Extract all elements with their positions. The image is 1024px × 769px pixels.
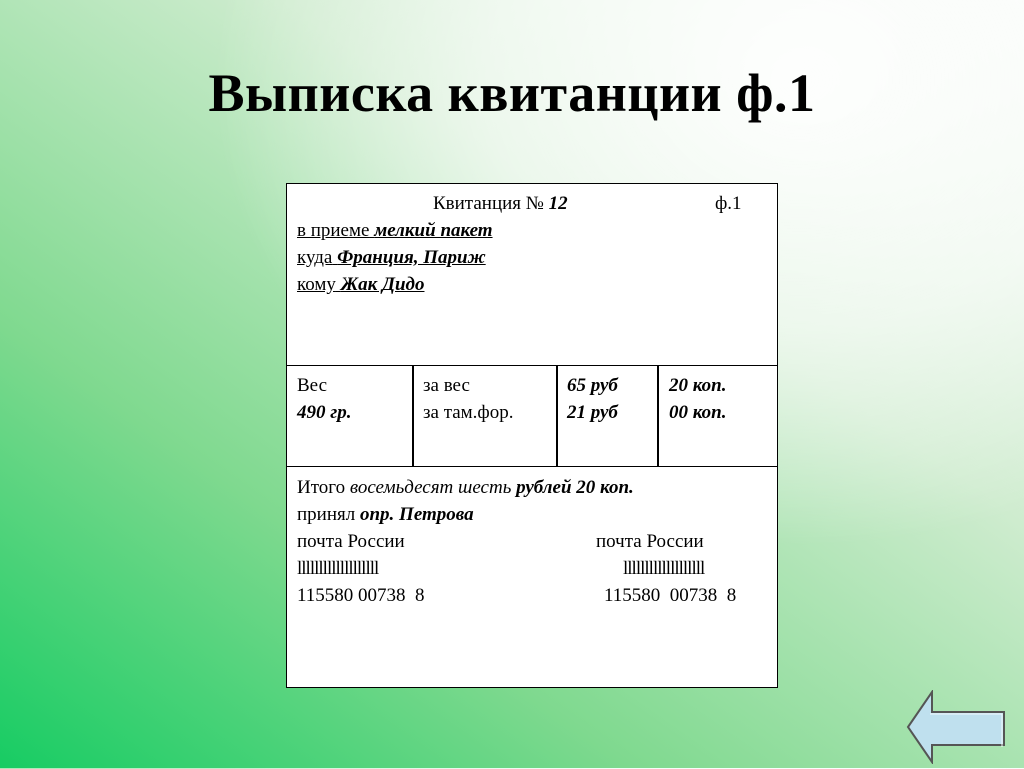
weight-label: Вес: [297, 375, 328, 396]
accepted-by-line: [297, 501, 474, 528]
tracking-code-right: 115580 00738 8: [604, 585, 737, 606]
receipt-number: 12: [548, 193, 568, 214]
fees-divider: [412, 366, 414, 466]
barcode-left: lllllllllllllllllll: [297, 558, 379, 579]
accepted-item-label: в приеме: [297, 220, 370, 241]
fee-weight-label: за вес: [423, 375, 470, 396]
fee-customs-rub: 21 руб: [567, 402, 618, 423]
post-label-left: почта России: [297, 531, 405, 552]
accepted-item-value: мелкий пакет: [374, 220, 493, 241]
barcode-right: lllllllllllllllllll: [623, 558, 705, 579]
post-label-right: почта России: [596, 531, 704, 552]
destination-label: куда: [297, 247, 333, 268]
receipt-header-section: [287, 184, 777, 366]
total-section: [287, 467, 777, 687]
destination-value: Франция, Париж: [337, 247, 486, 268]
total-rest: рублей 20 коп.: [516, 477, 634, 498]
destination-line: [297, 244, 486, 271]
tracking-code-left: 115580 00738 8: [297, 585, 425, 606]
receipt-form-code: ф.1: [715, 193, 742, 214]
fees-divider: [556, 366, 558, 466]
left-arrow-icon[interactable]: [906, 690, 1006, 764]
fee-weight-rub: 65 руб: [567, 375, 618, 396]
accepted-by-value: опр. Петрова: [359, 504, 474, 525]
recipient-line: [297, 271, 424, 298]
fee-customs-kop: 00 коп.: [669, 402, 727, 423]
accepted-by-label: принял: [297, 504, 356, 525]
weight-value: 490 гр.: [297, 402, 352, 423]
receipt-number-line: [433, 190, 568, 217]
accepted-item-line: [297, 217, 493, 244]
fees-divider: [657, 366, 659, 466]
recipient-label: кому: [297, 274, 336, 295]
fee-weight-kop: 20 коп.: [669, 375, 727, 396]
total-label: Итого: [297, 477, 346, 498]
recipient-value: Жак Дидо: [340, 274, 425, 295]
back-button[interactable]: [906, 690, 1006, 764]
slide-title: Выписка квитанции ф.1: [208, 63, 816, 123]
fees-section: [287, 366, 777, 467]
fee-customs-label: за там.фор.: [423, 402, 514, 423]
total-words: восемьдесят шесть: [349, 477, 512, 498]
receipt-form: [286, 183, 778, 688]
total-line: [297, 474, 634, 501]
receipt-number-label: Квитанция №: [433, 193, 544, 214]
